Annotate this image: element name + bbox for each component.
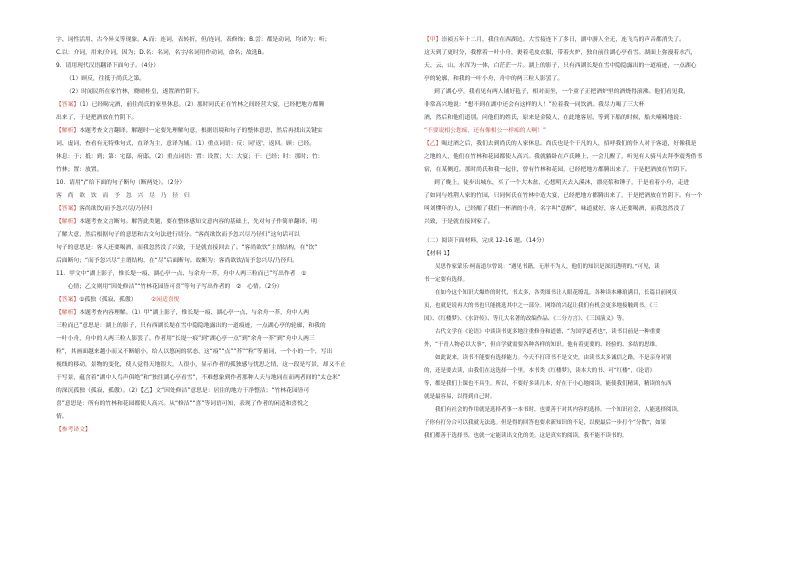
material-line: 书一定要有选择。 [424,277,469,283]
answer-label: 【答案】 [56,102,80,108]
analysis-9-cont: 休息：于；抵：到；第：宅邸，府邸。（2）重点词语：置：设置；大：大宴；于：已经；时：那时；竹： [56,154,324,160]
analysis-11-cont: 三粒而已”意思是：湖上的影子，只有西湖长堤在雪中隐隐地露出的一道痕迹，一点湖心亭的轮廓，和我的 [56,323,326,329]
analysis-11-cont: 粒”，其画面越来越小而又不断缩小，给人以悠闲的状态，这“痕”“点”“芥”“粒”等量词，一个小的一个，写出 [56,349,333,355]
translation-line: 到了晚上，徒步出城东，买了一个大木盆，心想明天去入溪沐，漂亮浆和锤子，于是看着小舟，走进 [434,180,690,186]
analysis-10-cont: 了解大意，然后根据句子的意思和古文句法进行切分。“客尚欲饮而予忽兴尽乃径归”这句话可以 [56,232,300,238]
section-2-title: （二）阅读下面材料，完成 12-16 题。（14分） [424,238,548,244]
analysis-label: 【解析】 [56,310,80,316]
yi-label: 【乙】 [424,141,442,147]
material-line: 外，“于青人物必以大事”，但自学就需要各种各样的知识。他有着更要的、经验的、多结的思维。 [424,342,661,348]
translation-line: 到了湖心亭，我看见有两人铺好毡子，相对而坐，一个童子正把酒炉里的酒烧得滚沸。他们看见我， [434,89,690,95]
translation-text: 崇祯五年十二月，我住在西湖边。大雪接连下了多日，湖中游人全无，连飞鸟的声音都消失了。 [441,37,685,43]
material-1-label: 【材料 1】 [424,251,453,257]
question-10: 10．请用“/”给下面的句子断句（断两处）。（2分） [56,180,186,186]
left-column [56,34,376,437]
question-11-cont: 心情；乙文则用“因处修洁”“竹林花园皆可喜”等句子写出作者的 ② 心情。（2分） [56,284,283,290]
material-line: 页，也就是说再大的书也只能挑选其中之一部分。网络的兴起让我们有机会更多地接触到书，《三 [424,303,658,309]
analysis-label: 【解析】 [56,219,80,225]
translation-yi [424,138,744,150]
translation-line: 了如同与姓荆人家的竹园，只同何氏在竹林中造大宴，已经把地方都腾出来了，于是把酒放在竹阴下。有一个 [424,193,703,199]
answer-10 [56,203,376,215]
material-line: 的，还是要去读，由我们在这选择一个里。本书类《红楼梦》，读本大的书、可“红楼”，《论语》 [424,368,656,374]
question-11: 11．甲文中“湖上影子，惟长堤一痕、湖心亭一点、与余舟一芥，舟中人两三粒而已”写出作者 ① [56,271,307,277]
text-line: C.以：介词，用来/介词，因为；D.名：名词，名字/名词用作动词，命名；故选B。 [56,50,268,56]
analysis-9-cont: 词、虚词，查看有无特殊句式，直译为主，意译为辅。（1）重点词语：反：同'返'，返回。顾：已经。 [56,141,316,147]
analysis-10-cont: 后面断句；“而予忽兴尽”主谓结构，在“尽”后面断句。故断为：客尚欲饮/而予忽兴尽/乃径归。 [56,258,298,264]
analysis-11-cont: 一叶小舟，舟中的人两三粒人影罢了。作者用“长堤一痕”到“湖心亭一点”到“余舟一芥”到“舟中人两三 [56,336,315,342]
translation-line: 天、云、山、水浑为一体，白茫茫一片。湖上的影子，只有西湖长堤在雪中隐隐露出的一道痕迹，一点湖心 [424,63,697,69]
material-1-body [424,261,744,443]
analysis-11-cont: 视线的移动，景物的变化，使人觉得天地很大，人很小，显示作者的孤独感与忧思之情，这一段是写景，却又不止 [56,362,346,368]
answer-label: 【答案】 [56,206,80,212]
right-column [424,34,744,443]
translation-line: 叫刘懂年的人，已经酿了我们一杯酒的小舟，名字叫“意醉”，味道就好，客人还要喝酒，而我忽然没了 [424,206,686,212]
reference-translation-label: 【参考译文】 [56,427,91,433]
analysis-label: 【解析】 [56,128,80,134]
material-line: 在如今这个知识大爆炸的时代，书太多，各类图书让人眼花缭乱。各种读本琳琅满目，长篇目前网页 [424,290,678,296]
material-line: 吴思作家蒙乐·柯南道尔曾说：“遇见书籍，无形不为人，他们的知识是深沉透明的。”可见，读 [424,264,660,270]
answer-9 [56,99,376,111]
answer-11 [56,294,376,306]
analysis-11-cont: 喜”意思是：所有的竹林和花园都使人高兴。从“修洁”“喜”等词语可知，表现了作者的闲适和喜悦之 [56,401,309,407]
answer-label: 【答案】 [56,297,80,303]
analysis-9-cont: 竹林；置：放置。 [56,167,103,173]
analysis-10-cont: 句子的意思是：客人还要喝酒，而我忽然没了兴致，于是就直接回去了。“客尚欲饮”主谓结构，在“饮” [56,245,318,251]
analysis-11-cont: 于写景，蕴含着“湖中人鸟声俱绝”和“独往湖心亭看雪”，不难想象到作者那种人天与地同在而两者间的“太仓米” [56,375,341,381]
translation-text: 喝过酒之后，我们去到尚氏的人家休息。尚氏也是个干凡的人，招呼我们的仆人对于客道，好像我是 [441,141,697,147]
question-9: 9．请用现代汉语翻译下面句子。（4分） [56,63,160,69]
material-line: 我们都善于选择书，也就一定能读出文化的美。这是真实的阅读，我不能不读书的。 [424,433,628,439]
answer-11-b: ②闲适喜悦 [151,297,180,303]
translation-line: 亭的轮廓，和我的一叶小舟，舟中的两三粒人影罢了。 [424,76,564,82]
question-9-2: （2）时闻民所在家竹林，晓晴桂皇，遂置酒竹阴下。 [66,89,204,95]
material-line: 古代文学在《论语》中谈读书更多地注重修身和道德，“为国学道者也”，读书目前是一种重要 [424,329,661,335]
analysis-11-cont: 情。 [56,414,68,420]
translation-line: “不要说相公您痴，还有像相公一样痴的人啊！” [424,128,546,134]
material-line: 子你有打分合可以我就无法选。但是得的回答也要求新知识的不足，以便最后一步打个“分数”，如果 [424,420,667,426]
material-line: 如此说来，读书不能要有选择能力。今天不打印书不是文史，由读书太多诚信之路，不是亲身对别 [424,355,672,361]
analysis-10 [56,216,376,228]
translation-jia [424,34,744,46]
analysis-text: 本题考查文言断句。解答此类题，要在整体感知文意内容的基础上，先对句子作简单翻译，明 [79,219,317,225]
jia-label: 【甲】 [424,37,442,43]
analysis-text: 本题考查文言翻译。解题时一定要先理解句意，根据语境和句子的整体意思，然后再找出关键实 [79,128,323,134]
translation-line: 非常高兴地说：“想不到在湖中还会有这样的人！”拉着我一同饮酒。我尽力喝了三大杯 [424,102,645,108]
question-9-1: （1）顾反，往抵于尚氏之第。 [66,76,146,82]
answer-text: 客尚欲饮/而予忽兴尽/乃径归 [79,206,153,212]
translation-line: 之地的人，他们在竹林和花园都使人高兴。我就躺卧在卢氏睡上，一会儿醒了，听见有人骑马去拜李震秀借书 [424,154,703,160]
answer-text: （1）已经喝完酒，前往尚氏的家里休息。（2）那时同氏正在竹林之间经营大宴，已经把地方都腾 [79,102,325,108]
analysis-11 [56,307,376,319]
analysis-11-cont: 的深沉孤独（孤寂、孤傲）。（2）【乙】文“因处修洁”意思是：居住的地方干净整洁；“竹林花园皆可 [56,388,310,394]
translation-line: 这天到了更时分，我撑着一叶小舟，裹着毛皮衣服，带着火炉，独自前往湖心亭看雪。湖面上弥漫着水汽， [424,50,697,56]
question-10-sentence: 客 尚 欲 饮 而 予 忽 兴 尽 乃 径 归 [56,193,192,199]
text-line: 字、词性活用、古今异义等现象。A.而：连词，表转折，但/连词，表修饰；B.尝：都是动词，均译为：听； [56,37,331,43]
translation-line: 兴致，于是就直接回家了。 [424,219,494,225]
analysis-text: 本题考查内容理解。（1）甲“湖上影子，惟长堤一痕、湖心亭一点、与余舟一芥，舟中人两 [79,310,310,316]
translation-line: 酒，然后和他们道别。问他们的姓氏，原来是金陵人，在此地客居。等到下船的时候，船夫喃喃地说： [424,115,685,121]
material-line: 我们有社会的作用就是选择者事一本书时，也要善于对其内容的选择。一个知识社会，人能选择阅读， [424,407,683,413]
analysis-9 [56,125,376,137]
answer-9-cont: 出来了，于是把酒放在竹阴下。 [56,115,138,121]
material-line: 国》、《红楼梦》、《水浒传》、等几大名著的改编作品、《二分方言》、《三国演义》等。 [424,316,628,322]
answer-11-a: ①孤独（孤寂、孤傲） [79,297,134,303]
translation-line: 宿，在某侧近。那时尚氏和我一起住，曾有竹林和花园，已经把地方都腾出来了，于是把酒放在竹阴下。 [424,167,691,173]
material-line: 等，都是我们上课也不具生。所以，不要好多读几本，好在于小心地阅读，能使我们精读，精读的东西 [424,381,672,387]
material-line: 就是最容易，以得到自己时。 [424,394,496,400]
